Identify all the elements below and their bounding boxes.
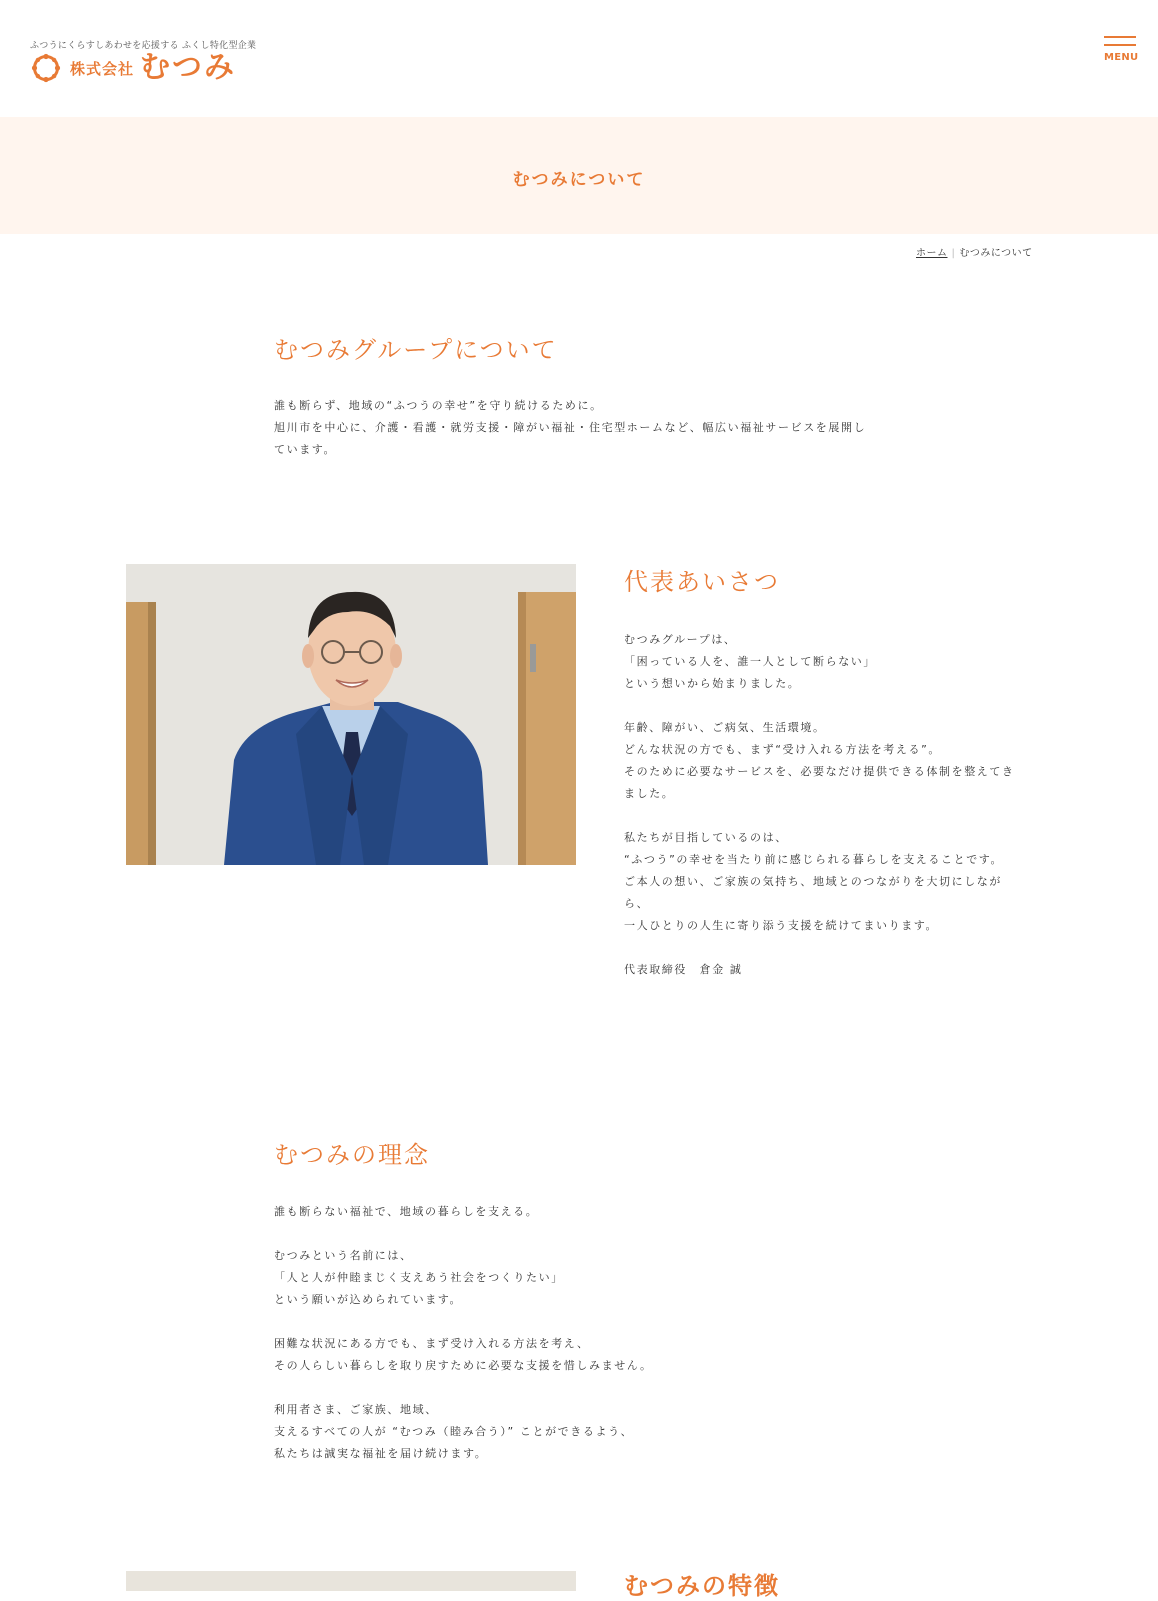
breadcrumb: [916, 244, 1033, 259]
features-heading: むつみの特徴: [624, 1572, 780, 1600]
greeting-line: 「困っている人を、誰一人として断らない」: [624, 655, 876, 668]
greeting-line: むつみグループは、: [624, 633, 737, 646]
philosophy-line: [274, 1223, 653, 1245]
philosophy-heading: むつみの理念: [274, 1141, 430, 1169]
philosophy-line: むつみという名前には、: [274, 1249, 413, 1262]
greeting-line: どんな状況の方でも、まず“受け入れる方法を考える”。: [624, 743, 941, 756]
hamburger-icon-line: [1104, 44, 1136, 46]
logo-name: むつみ: [140, 50, 237, 85]
page-title: むつみについて: [512, 170, 646, 190]
logo-ring-icon: [30, 52, 62, 84]
menu-button[interactable]: [1104, 36, 1138, 72]
site-header: [0, 0, 1158, 117]
greeting-line: ました。: [624, 787, 675, 800]
philosophy-line: 利用者さま、ご家族、地域、: [274, 1403, 438, 1416]
menu-label: MENU: [1104, 52, 1139, 63]
group-line: 旭川市を中心に、介護・看護・就労支援・障がい福祉・住宅型ホームなど、幅広い福祉サービスを展開し: [274, 421, 867, 434]
greeting-line: [624, 937, 1015, 959]
philosophy-line: という願いが込められています。: [274, 1293, 463, 1306]
greeting-line: 私たちが目指しているのは、: [624, 831, 788, 844]
greeting-line: ご本人の想い、ご家族の気持ち、地域とのつながりを大切にしなが: [624, 875, 1002, 888]
hamburger-icon: [1104, 36, 1136, 38]
group-heading: むつみグループについて: [274, 336, 558, 364]
logo-company: 株式会社: [70, 59, 135, 78]
philosophy-line: [274, 1377, 653, 1399]
greeting-line: “ふつう”の幸せを当たり前に感じられる暮らしを支えることです。: [624, 853, 1004, 866]
group-line: 誰も断らず、地域の“ふつうの幸せ”を守り続けるために。: [274, 399, 603, 412]
philosophy-line: 私たちは誠実な福祉を届け続けます。: [274, 1447, 488, 1460]
philosophy-line: その人らしい暮らしを取り戻すために必要な支援を惜しみません。: [274, 1359, 653, 1372]
greeting-line: [624, 695, 1015, 717]
philosophy-line: 誰も断らない福祉で、地域の暮らしを支える。: [274, 1205, 539, 1218]
philosophy-text: [274, 1201, 653, 1465]
breadcrumb-separator: |: [951, 248, 956, 259]
tagline: ふつうにくらすしあわせを応援する ふくし特化型企業: [30, 41, 257, 51]
greeting-line: [624, 805, 1015, 827]
greeting-line: そのために必要なサービスを、必要なだけ提供できる体制を整えてき: [624, 765, 1015, 778]
greeting-line: 年齢、障がい、ご病気、生活環境。: [624, 721, 826, 734]
breadcrumb-home-link[interactable]: ホーム: [916, 248, 948, 259]
site-logo[interactable]: [30, 52, 236, 84]
ceo-portrait-image: [126, 564, 576, 865]
philosophy-line: [274, 1311, 653, 1333]
features-photo: [126, 1571, 576, 1591]
breadcrumb-current: むつみについて: [959, 248, 1033, 259]
greeting-line: ら、: [624, 897, 650, 910]
greeting-line: 一人ひとりの人生に寄り添う支援を続けてまいります。: [624, 919, 939, 932]
philosophy-line: 支えるすべての人が “むつみ（睦み合う）” ことができるよう、: [274, 1425, 634, 1438]
group-text: [274, 395, 866, 461]
ceo-photo: [126, 564, 576, 865]
page-title-band: [0, 117, 1158, 234]
greeting-line: という想いから始まりました。: [624, 677, 801, 690]
group-line: ています。: [274, 443, 337, 456]
greeting-signature: 代表取締役 倉金 誠: [624, 963, 743, 976]
philosophy-line: 「人と人が仲睦まじく支えあう社会をつくりたい」: [274, 1271, 564, 1284]
greeting-text: [624, 629, 1015, 981]
philosophy-line: 困難な状況にある方でも、まず受け入れる方法を考え、: [274, 1337, 590, 1350]
greeting-heading: 代表あいさつ: [624, 568, 780, 596]
